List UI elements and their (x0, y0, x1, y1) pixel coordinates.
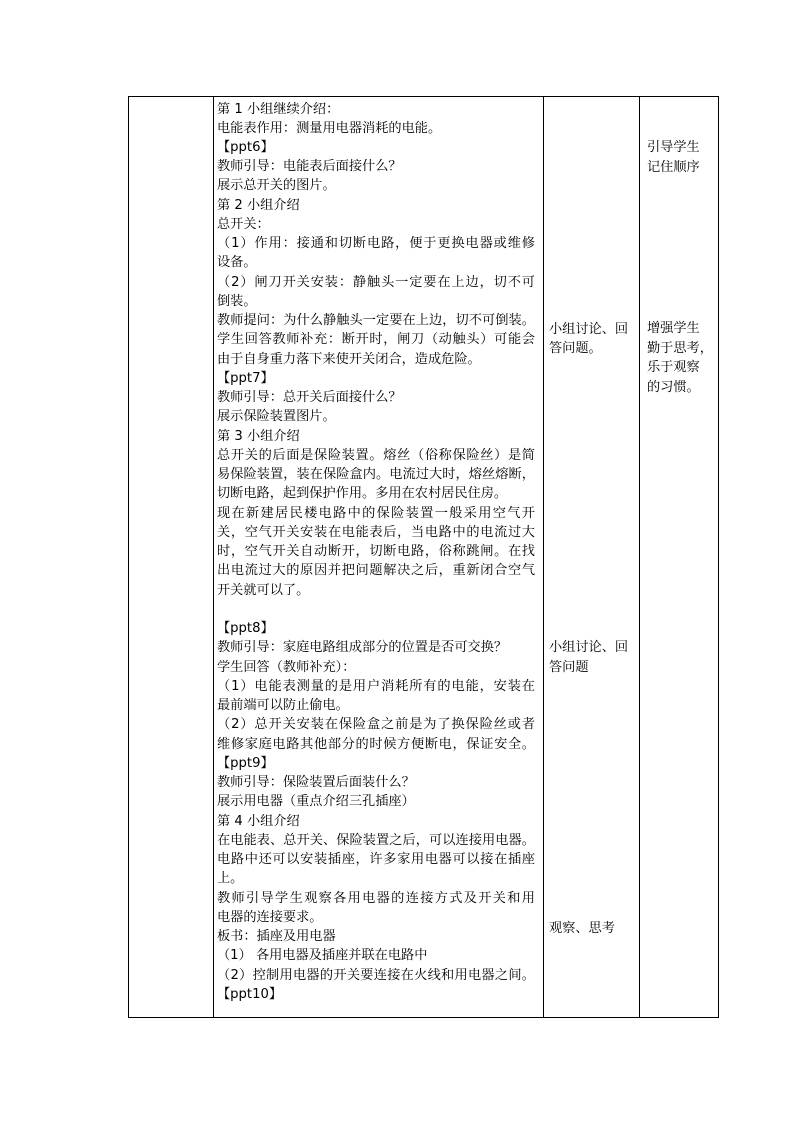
design-intent-line: 引导学生 (647, 140, 700, 155)
text-line: 板书：插座及用电器 (217, 929, 336, 944)
design-intent-line: 增强学生 (647, 321, 700, 336)
text-line: 由于自身重力落下来使开关闭合，造成危险。 (217, 352, 481, 367)
text-line: 倒装。 (217, 294, 257, 309)
text-line: 上。 (217, 871, 244, 886)
text-line: 设备。 (217, 255, 257, 270)
text-line: 第 2 小组介绍 (217, 198, 300, 213)
column-divider-1 (213, 97, 214, 1017)
text-line: 维修家庭电路其他部分的时候方便断电，保证安全。 (217, 737, 535, 752)
student-activity-line: 观察、思考 (549, 921, 615, 936)
text-line: 教师引导学生观察各用电器的连接方式及开关和用 (217, 891, 535, 906)
text-line: 开关就可以了。 (217, 583, 310, 598)
text-line: （1） 各用电器及插座并联在电路中 (217, 948, 428, 963)
text-line: （2）控制用电器的开关要连接在火线和用电器之间。 (217, 968, 535, 983)
text-line: （1）电能表测量的是用户消耗所有的电能，安装在 (217, 679, 535, 694)
text-line: 展示用电器（重点介绍三孔插座） (217, 794, 415, 809)
text-line: （2）总开关安装在保险盒之前是为了换保险丝或者 (217, 717, 535, 732)
text-line: 第 1 小组继续介绍： (217, 102, 340, 117)
text-line: 学生回答（教师补充）： (217, 660, 356, 675)
design-intent-line: 的习惯。 (647, 380, 700, 395)
text-line: 第 4 小组介绍 (217, 814, 300, 829)
text-line: 【ppt7】 (217, 371, 274, 386)
student-activity-line: 答问题。 (549, 341, 602, 356)
text-line: 【ppt8】 (217, 621, 274, 636)
text-line: 教师提问：为什么静触头一定要在上边，切不可倒装。 (217, 313, 535, 328)
text-line: 在电能表、总开关、保险装置之后，可以连接用电器。 (217, 833, 535, 848)
text-line: （2）闸刀开关安装：静触头一定要在上边，切不可 (217, 275, 535, 290)
text-line: 【ppt9】 (217, 756, 274, 771)
text-line: 总开关： (217, 217, 270, 232)
text-line: 关，空气开关安装在电能表后，当电路中的电流过大 (217, 525, 535, 540)
text-line: 教师引导：电能表后面接什么？ (217, 159, 402, 174)
lesson-table (128, 96, 719, 1018)
column-divider-2 (543, 97, 544, 1017)
text-line: 教师引导：家庭电路组成部分的位置是否可交换？ (217, 640, 508, 655)
column-divider-3 (639, 97, 640, 1017)
student-activity-line: 小组讨论、回 (549, 640, 629, 655)
text-line: 切断电路，起到保护作用。多用在农村居民住房。 (217, 486, 508, 501)
text-line: 现在新建居民楼电路中的保险装置一般采用空气开 (217, 506, 535, 521)
text-line: 第 3 小组介绍 (217, 429, 300, 444)
design-intent-line: 乐于观察 (647, 360, 700, 375)
text-line: 展示保险装置图片。 (217, 409, 336, 424)
text-line: 电能表作用：测量用电器消耗的电能。 (217, 121, 442, 136)
student-activity-line: 小组讨论、回 (549, 322, 629, 337)
text-line: 教师引导：保险装置后面装什么？ (217, 775, 415, 790)
text-line: 【ppt6】 (217, 140, 274, 155)
text-line: 展示总开关的图片。 (217, 178, 336, 193)
design-intent-line: 勤于思考， (647, 341, 713, 356)
text-line: 学生回答教师补充：断开时，闸刀（动触头）可能会 (217, 332, 535, 347)
text-line: 时，空气开关自动断开，切断电路，俗称跳闸。在找 (217, 544, 535, 559)
student-activity-line: 答问题 (549, 660, 589, 675)
text-line: 最前端可以防止偷电。 (217, 698, 349, 713)
text-line: 易保险装置，装在保险盒内。电流过大时，熔丝熔断， (217, 467, 535, 482)
text-line: 【ppt10】 (217, 987, 283, 1002)
text-line: 电器的连接要求。 (217, 910, 323, 925)
text-line: 出电流过大的原因并把问题解决之后，重新闭合空气 (217, 563, 535, 578)
text-line: 总开关的后面是保险装置。熔丝（俗称保险丝）是简 (217, 448, 535, 463)
text-line: （1）作用：接通和切断电路，便于更换电器或维修 (217, 236, 535, 251)
text-line: 电路中还可以安装插座，许多家用电器可以接在插座 (217, 852, 535, 867)
design-intent-line: 记住顺序 (647, 160, 700, 175)
text-line: 教师引导：总开关后面接什么？ (217, 390, 402, 405)
